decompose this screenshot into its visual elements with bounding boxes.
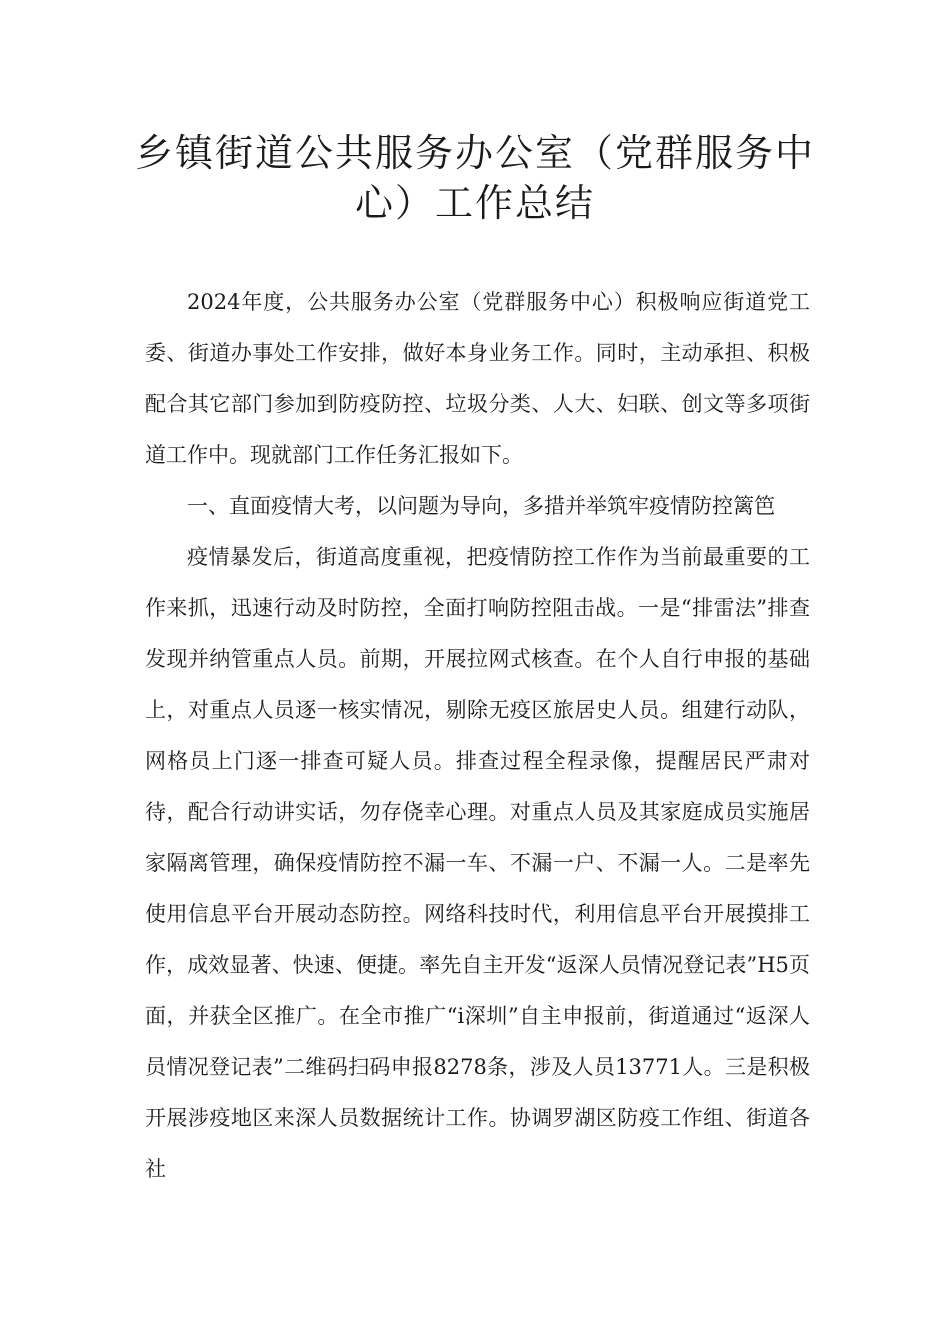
document-title-line-2: 心）工作总结 xyxy=(354,181,595,225)
section-1-paragraph: 疫情暴发后，街道高度重视，把疫情防控工作作为当前最重要的工作来抓，迅速行动及时防控，全面打响防控阻击战。一是“排雷法”排查发现并纳管重点人员。前期，开展拉网式核查。在个人自行申报的基础上，对重点人员逐一核实情况，剔除无疫区旅居史人员。组建行动队，网格员上门逐一排查可疑人员。排查过程全程录像，提醒居民严肃对待，配合行动讲实话，勿存侥幸心理。对重点人员及其家庭成员实施居家隔离管理，确保疫情防控不漏一车、不漏一户、不漏一人。二是率先使用信息平台开展动态防控。网络科技时代，利用信息平台开展摸排工作，成效显著、快速、便捷。率先自主开发“返深人员情况登记表”H5页面，并获全区推广。在全市推广“i深圳”自主申报前，街道通过“返深人员情况登记表”二维码扫码申报8278条，涉及人员13771人。三是积极开展涉疫地区来深人员数据统计工作。协调罗湖区防疫工作组、街道各社 xyxy=(145,545,810,1181)
intro-paragraph: 2024年度，公共服务办公室（党群服务中心）积极响应街道党工委、街道办事处工作安排，做好本身业务工作。同时，主动承担、积极配合其它部门参加到防疫防控、垃圾分类、人大、妇联、创文等多项街道工作中。现就部门工作任务汇报如下。 xyxy=(145,290,810,467)
document-body xyxy=(145,277,810,1195)
section-heading-1: 一、直面疫情大考，以问题为导向，多措并举筑牢疫情防控篱笆 xyxy=(187,494,775,518)
document-title xyxy=(120,128,830,228)
document-title-line-1: 乡镇街道公共服务办公室（党群服务中 xyxy=(134,131,815,175)
